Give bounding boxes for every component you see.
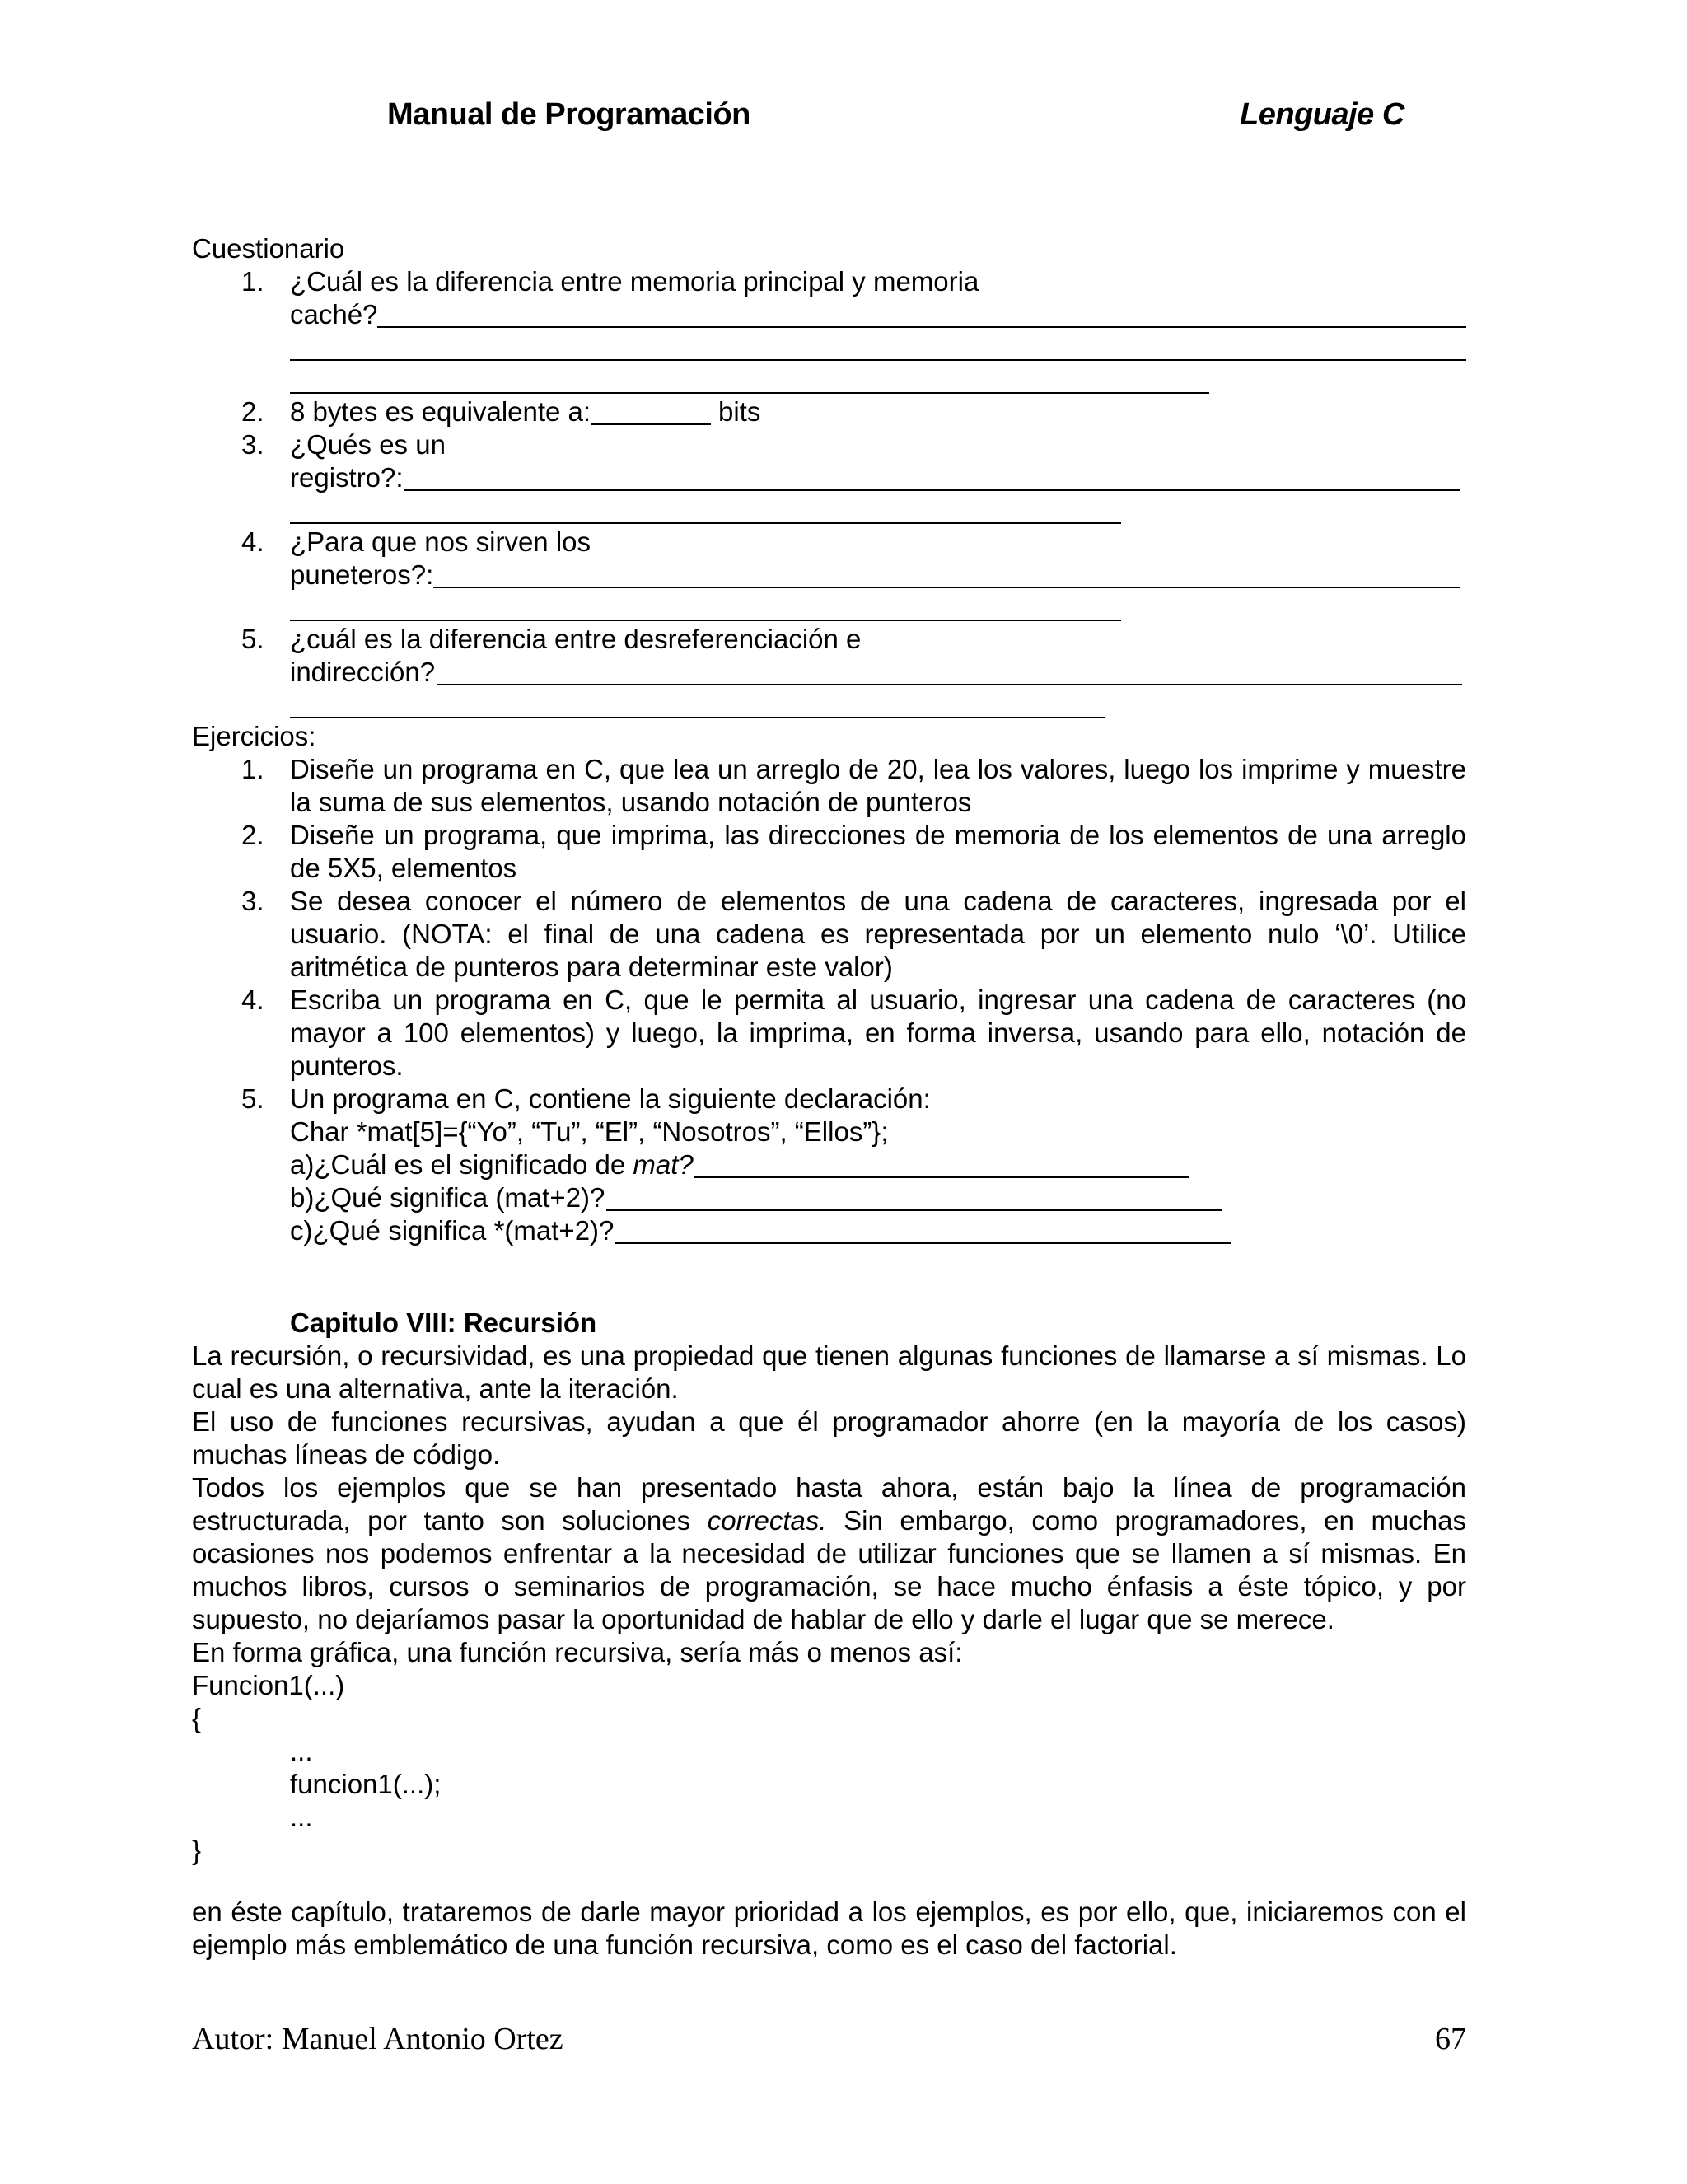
answer-line[interactable] xyxy=(377,326,1466,328)
answer-line[interactable] xyxy=(290,359,1466,361)
header-title: Manual de Programación xyxy=(387,97,750,132)
subquestion-text: a)¿Cuál es el significado de xyxy=(290,1149,633,1180)
answer-line[interactable] xyxy=(404,489,1460,491)
answer-line[interactable] xyxy=(437,684,1462,685)
exercise-subquestion: c)¿Qué significa *(mat+2)? xyxy=(290,1215,615,1246)
exercise-text: la suma de sus elementos, usando notación de punteros xyxy=(290,787,972,817)
exercise-number: 2. xyxy=(241,820,264,850)
paragraph-line: La recursión, o recursividad, es una propiedad que tienen algunas funciones de llamarse a sí mismas. Lo xyxy=(192,1340,1466,1371)
answer-line[interactable] xyxy=(433,587,1460,588)
quiz-question-text: 8 bytes es equivalente a: xyxy=(290,396,591,427)
exercises-title: Ejercicios: xyxy=(192,721,316,751)
answer-line[interactable] xyxy=(290,522,1121,524)
subquestion-italic: mat? xyxy=(633,1149,694,1180)
quiz-question-text: registro?: xyxy=(290,462,404,493)
paragraph-line: ocasiones nos podemos enfrentar a la necesidad de utilizar funciones que se llamen a sí mismas. En xyxy=(192,1538,1466,1569)
exercise-subquestion xyxy=(290,1149,694,1181)
answer-line[interactable] xyxy=(615,1242,1231,1244)
code-line: Funcion1(...) xyxy=(192,1670,345,1700)
exercise-text: Se desea conocer el número de elementos de una cadena de caracteres, ingresada por el xyxy=(290,886,1466,916)
quiz-question-text: ¿cuál es la diferencia entre desreferenciación e xyxy=(290,624,862,654)
paragraph-line: muchas líneas de código. xyxy=(192,1439,501,1470)
answer-line[interactable] xyxy=(606,1209,1222,1211)
quiz-number: 3. xyxy=(241,429,264,460)
paragraph-line: El uso de funciones recursivas, ayudan a que él programador ahorre (en la mayoría de los casos) xyxy=(192,1406,1466,1437)
chapter-title-text: Capitulo VIII: Recursión xyxy=(290,1307,597,1338)
quiz-number: 2. xyxy=(241,396,264,427)
paragraph-line xyxy=(192,1505,1466,1536)
quiz-question-text: puneteros?: xyxy=(290,559,434,590)
paragraph-text: estructurada, por tanto son soluciones xyxy=(192,1505,708,1536)
paragraph-line: ejemplo más emblemático de una función recursiva, como es el caso del factorial. xyxy=(192,1929,1177,1960)
exercise-text: mayor a 100 elementos) y luego, la imprima, en forma inversa, usando para ello, notación de xyxy=(290,1017,1466,1048)
exercise-text: Diseñe un programa, que imprima, las direcciones de memoria de los elementos de una arreglo xyxy=(290,820,1466,850)
quiz-question-text: caché? xyxy=(290,299,378,330)
code-line: ... xyxy=(290,1802,313,1832)
exercise-text: Escriba un programa en C, que le permita al usuario, ingresar una cadena de caracteres (no xyxy=(290,984,1466,1015)
paragraph-line: Todos los ejemplos que se han presentado hasta ahora, están bajo la línea de programación xyxy=(192,1472,1466,1503)
code-line: { xyxy=(192,1703,202,1733)
code-line: ... xyxy=(290,1736,313,1766)
paragraph-line: cual es una alternativa, ante la iteración. xyxy=(192,1373,679,1404)
exercise-text: punteros. xyxy=(290,1050,404,1081)
exercise-text: usuario. (NOTA: el final de una cadena es representada por un elemento nulo ‘\0’. Utilice xyxy=(290,919,1466,949)
quiz-number: 1. xyxy=(241,266,264,297)
paragraph-text: Sin embargo, como programadores, en muchas xyxy=(826,1505,1466,1536)
answer-line[interactable] xyxy=(290,392,1209,394)
exercise-text: aritmética de punteros para determinar este valor) xyxy=(290,952,893,982)
answer-line[interactable] xyxy=(591,423,711,425)
paragraph-line: en éste capítulo, trataremos de darle mayor prioridad a los ejemplos, es por ello, que, iniciaremos con el xyxy=(192,1896,1466,1927)
exercise-text: Diseñe un programa en C, que lea un arreglo de 20, lea los valores, luego los imprime y muestre xyxy=(290,754,1466,784)
answer-line[interactable] xyxy=(290,717,1105,718)
paragraph-italic: correctas. xyxy=(707,1505,827,1536)
answer-line[interactable] xyxy=(694,1176,1189,1178)
answer-line[interactable] xyxy=(290,620,1121,621)
quiz-title: Cuestionario xyxy=(192,233,345,264)
paragraph-line: En forma gráfica, una función recursiva, sería más o menos así: xyxy=(192,1637,963,1667)
paragraph-line: supuesto, no dejaríamos pasar la oportunidad de hablar de ello y darle el lugar que se merece. xyxy=(192,1604,1334,1634)
paragraph-line: muchos libros, cursos o seminarios de programación, se hace mucho énfasis a éste tópico, y por xyxy=(192,1571,1466,1602)
quiz-question-text: indirección? xyxy=(290,657,436,687)
quiz-number: 4. xyxy=(241,526,264,557)
exercise-number: 3. xyxy=(241,886,264,916)
code-line: } xyxy=(192,1835,202,1865)
exercise-text: de 5X5, elementos xyxy=(290,853,517,883)
footer-author: Autor: Manuel Antonio Ortez xyxy=(192,2022,563,2056)
chapter-title xyxy=(290,1307,596,1339)
exercise-number: 1. xyxy=(241,754,264,784)
exercise-number: 4. xyxy=(241,984,264,1015)
header-subtitle: Lenguaje C xyxy=(1240,97,1404,132)
page-number: 67 xyxy=(1435,2022,1466,2056)
exercise-text: Un programa en C, contiene la siguiente declaración: xyxy=(290,1083,931,1114)
exercise-subquestion: b)¿Qué significa (mat+2)? xyxy=(290,1182,605,1213)
exercise-text: Char *mat[5]={“Yo”, “Tu”, “El”, “Nosotros”, “Ellos”}; xyxy=(290,1116,889,1147)
code-line: funcion1(...); xyxy=(290,1769,442,1799)
exercise-number: 5. xyxy=(241,1083,264,1114)
quiz-question-text: ¿Qués es un xyxy=(290,429,446,460)
quiz-question-text: ¿Cuál es la diferencia entre memoria principal y memoria xyxy=(290,266,979,297)
quiz-question-text: ¿Para que nos sirven los xyxy=(290,526,591,557)
quiz-question-text: bits xyxy=(718,396,761,427)
quiz-number: 5. xyxy=(241,624,264,654)
